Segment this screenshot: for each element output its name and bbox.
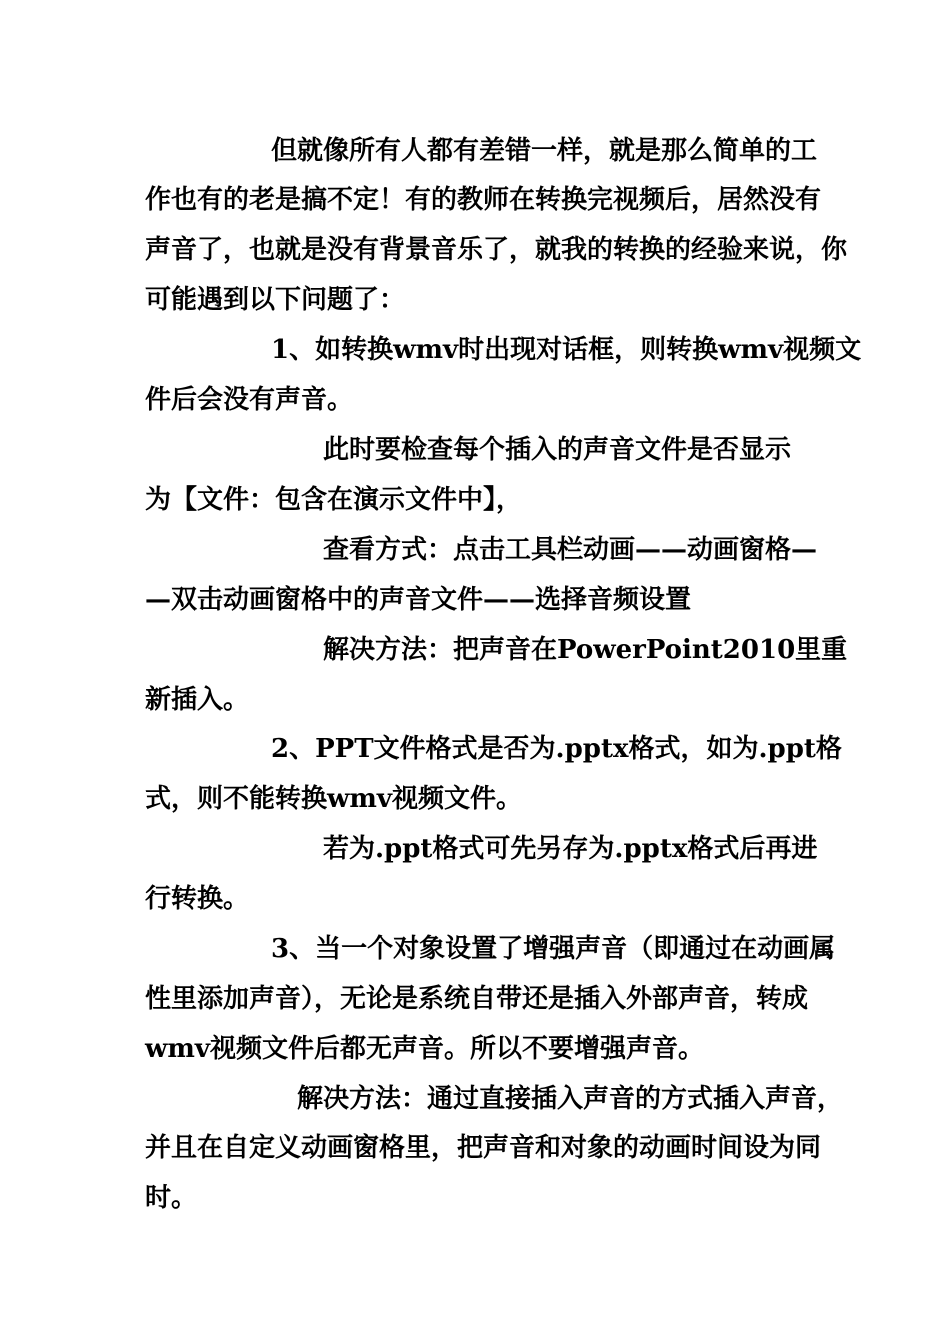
text-line-6: 件后会没有声音。	[145, 385, 354, 415]
text-line-13: 2、PPT文件格式是否为.pptx格式，如为.ppt格	[271, 734, 842, 764]
text-line-16: 行转换。	[145, 884, 250, 914]
text-line-15: 若为.ppt格式可先另存为.pptx格式后再进	[323, 834, 818, 864]
text-line-2: 作也有的老是搞不定！有的教师在转换完视频后，居然没有	[145, 185, 822, 215]
text-line-9: 查看方式：点击工具栏动画——动画窗格—	[323, 535, 818, 565]
text-line-18: 性里添加声音），无论是系统自带还是插入外部声音，转成	[145, 984, 809, 1014]
text-line-8: 为【文件：包含在演示文件中】，	[145, 485, 523, 515]
text-line-11: 解决方法：把声音在PowerPoint2010里重	[323, 635, 848, 665]
text-line-10: —双击动画窗格中的声音文件——选择音频设置	[145, 585, 692, 615]
text-line-14: 式，则不能转换wmv视频文件。	[145, 784, 523, 814]
text-line-17: 3、当一个对象设置了增强声音（即通过在动画属	[271, 934, 836, 964]
text-line-4: 可能遇到以下问题了：	[145, 285, 406, 315]
text-line-19: wmv视频文件后都无声音。所以不要增强声音。	[145, 1034, 705, 1064]
text-line-7: 此时要检查每个插入的声音文件是否显示	[323, 435, 792, 465]
text-line-20: 解决方法：通过直接插入声音的方式插入声音，	[297, 1084, 844, 1114]
text-line-1: 但就像所有人都有差错一样，就是那么简单的工	[271, 136, 818, 166]
text-line-12: 新插入。	[145, 685, 250, 715]
text-line-5: 1、如转换wmv时出现对话框，则转换wmv视频文	[271, 335, 862, 365]
text-line-21: 并且在自定义动画窗格里，把声音和对象的动画时间设为同	[145, 1133, 822, 1163]
text-line-22: 时。	[145, 1183, 198, 1213]
text-line-3: 声音了，也就是没有背景音乐了，就我的转换的经验来说，你	[145, 235, 848, 265]
